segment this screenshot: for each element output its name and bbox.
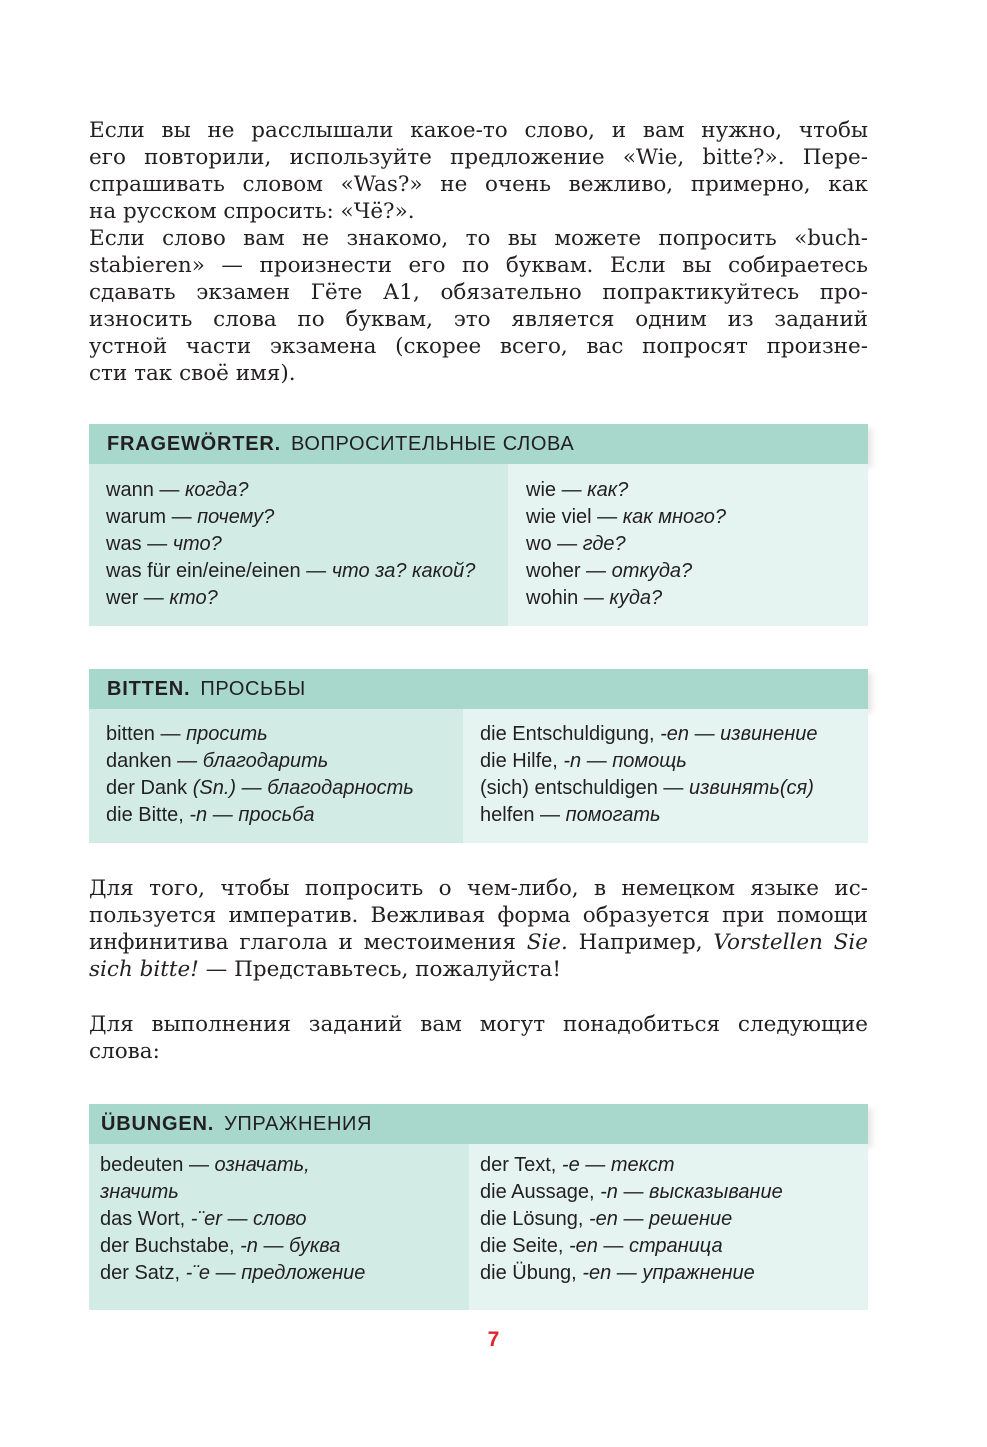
vocab-entry: der Satz, -¨e — предложение [100, 1262, 366, 1284]
vocab-entry: die Lösung, -en — решение [480, 1208, 733, 1230]
vocab-column-right [463, 709, 868, 843]
russian-translation: помогать [565, 804, 661, 826]
vocab-box-header [89, 424, 868, 464]
header-title-de: ÜBUNGEN. [101, 1112, 215, 1135]
russian-translation: буква [289, 1235, 341, 1257]
german-word: wo [526, 533, 552, 555]
vocab-column-left [89, 1144, 469, 1310]
header-title-de: FRAGEWÖRTER. [107, 432, 282, 455]
german-word: die Aussage, [480, 1181, 595, 1203]
german-word: warum [106, 506, 167, 528]
vocab-entry: bedeuten — означать, [100, 1154, 310, 1176]
header-title-ru: УПРАЖНЕНИЯ [224, 1112, 373, 1135]
vocab-entry: der Dank (Sn.) — благодарность [106, 777, 414, 799]
vocab-entry: bitten — просить [106, 723, 268, 745]
grammar-note: -en [568, 1235, 598, 1257]
russian-translation: просить [186, 723, 268, 745]
grammar-note: -en [588, 1208, 618, 1230]
grammar-note: -¨e [185, 1262, 211, 1284]
vocab-box-exercises [89, 1104, 868, 1310]
german-word: bedeuten [100, 1154, 184, 1176]
vocab-entry: der Buchstabe, -n — буква [100, 1235, 341, 1257]
german-word: bitten [106, 723, 155, 745]
russian-translation: текст [610, 1154, 675, 1176]
russian-translation: упражнение [642, 1262, 755, 1284]
russian-translation: высказывание [649, 1181, 783, 1203]
intro-paragraph [89, 117, 868, 387]
german-word: der Buchstabe, [100, 1235, 235, 1257]
grammar-note: (Sn.) [192, 777, 237, 799]
vocab-entry: danken — благодарить [106, 750, 329, 772]
russian-translation: решение [649, 1208, 733, 1230]
german-word: die Seite, [480, 1235, 564, 1257]
text-line: его повторили, используйте предложение «Wie, bitte?». Пере- [89, 145, 868, 170]
tasks-paragraph [89, 1011, 868, 1065]
vocab-entry: die Seite, -en — страница [480, 1235, 723, 1257]
vocab-entry: der Text, -e — текст [480, 1154, 675, 1176]
russian-translation: слово [253, 1208, 307, 1230]
vocab-entry: die Übung, -en — упражнение [480, 1262, 755, 1284]
russian-translation: просьба [238, 804, 315, 826]
german-word: wie viel [526, 506, 592, 528]
vocab-column-right [508, 464, 868, 626]
german-word: das Wort, [100, 1208, 186, 1230]
german-word: (sich) entschuldigen [480, 777, 658, 799]
vocab-entry: wie — как? [526, 479, 629, 501]
text-line: sich bitte! — Представьтесь, пожалуйста! [89, 957, 562, 982]
text-line: на русском спросить: «Чё?». [89, 199, 415, 224]
vocab-entry: woher — откуда? [526, 560, 693, 582]
text-line: сти так своё имя). [89, 361, 296, 386]
german-word: helfen [480, 804, 535, 826]
header-title-ru: ПРОСЬБЫ [200, 677, 306, 700]
text-line: слова: [89, 1039, 160, 1064]
russian-translation: означать, [214, 1154, 310, 1176]
grammar-note: -n [240, 1235, 258, 1257]
german-word: was für ein/eine/einen [106, 560, 301, 582]
russian-translation: почему? [197, 506, 275, 528]
vocab-box-header [89, 1104, 868, 1144]
vocab-entry [100, 1179, 469, 1206]
grammar-note: -en [582, 1262, 612, 1284]
grammar-note: -n [563, 750, 582, 772]
vocab-entry: wie viel — как много? [526, 506, 726, 528]
russian-translation: страница [628, 1235, 723, 1257]
vocab-entry: helfen — помогать [480, 804, 661, 826]
text-line: спрашивать словом «Was?» не очень вежливо, примерно, как [89, 172, 868, 197]
vocab-column-right [469, 1144, 868, 1310]
russian-translation: откуда? [611, 560, 693, 582]
russian-translation: кто? [169, 587, 218, 609]
russian-translation: как? [587, 479, 629, 501]
text-line: Для того, чтобы попросить о чем-либо, в немецком языке ис- [89, 876, 868, 901]
grammar-note: -e [561, 1154, 580, 1176]
russian-translation: как много? [622, 506, 726, 528]
german-word: die Lösung, [480, 1208, 584, 1230]
german-word: wer [106, 587, 139, 609]
vocab-box-header [89, 669, 868, 709]
grammar-note: -n [189, 804, 208, 826]
german-word: der Dank [106, 777, 188, 799]
vocab-entry: warum — почему? [106, 506, 275, 528]
vocab-entry: wohin — куда? [526, 587, 663, 609]
text-line: инфинитива глагола и местоимения Sie. Например, Vorstellen Sie [89, 930, 868, 955]
vocab-entry: was — что? [106, 533, 222, 555]
text-line: Если вы не расслышали какое-то слово, и вам нужно, чтобы [89, 118, 868, 143]
text-line: пользуется императив. Вежливая форма образуется при помощи [89, 903, 868, 928]
vocab-entry: wer — кто? [106, 587, 218, 609]
russian-translation: где? [582, 533, 626, 555]
german-word: der Satz, [100, 1262, 181, 1284]
russian-translation: предложение [241, 1262, 366, 1284]
header-title-ru: ВОПРОСИТЕЛЬНЫЕ СЛОВА [291, 432, 575, 455]
german-word: woher [526, 560, 581, 582]
text-line: Для выполнения заданий вам могут понадобиться следующие [89, 1012, 868, 1037]
text-line: устной части экзамена (скорее всего, вас попросят произне- [89, 334, 868, 359]
german-word: die Hilfe, [480, 750, 558, 772]
russian-translation: извинять(ся) [689, 777, 814, 799]
vocab-box-requests [89, 669, 868, 843]
vocab-entry: die Bitte, -n — просьба [106, 804, 315, 826]
german-word: die Bitte, [106, 804, 184, 826]
vocab-entry: die Aussage, -n — высказывание [480, 1181, 783, 1203]
page-number: 7 [487, 1328, 500, 1351]
russian-translation: извинение [720, 723, 818, 745]
russian-translation: благодарность [267, 777, 414, 799]
german-word: wie [526, 479, 557, 501]
grammar-note: -en [660, 723, 690, 745]
vocab-column-left [89, 464, 508, 626]
grammar-note: -n [600, 1181, 618, 1203]
russian-translation: когда? [184, 479, 249, 501]
vocab-column-left [89, 709, 463, 843]
vocab-entry: (sich) entschuldigen — извинять(ся) [480, 777, 814, 799]
german-word: die Entschuldigung, [480, 723, 655, 745]
russian-translation: что за? какой? [331, 560, 476, 582]
german-word: danken [106, 750, 172, 772]
russian-translation: куда? [609, 587, 663, 609]
text-line: Если слово вам не знакомо, то вы можете попросить «buch- [89, 226, 868, 251]
vocab-entry: was für ein/eine/einen — что за? какой? [106, 560, 476, 582]
german-word: der Text, [480, 1154, 557, 1176]
grammar-note: -¨er [190, 1208, 222, 1230]
german-word: die Übung, [480, 1262, 577, 1284]
vocab-entry: wo — где? [526, 533, 626, 555]
german-word: wann [106, 479, 154, 501]
german-word: was [106, 533, 142, 555]
vocab-entry: das Wort, -¨er — слово [100, 1208, 307, 1230]
vocab-box-question-words [89, 424, 868, 626]
vocab-entry: wann — когда? [106, 479, 249, 501]
header-title-de: BITTEN. [107, 677, 191, 700]
russian-translation: помощь [612, 750, 687, 772]
imperative-paragraph [89, 875, 868, 983]
text-line: износить слова по буквам, это является одним из заданий [89, 307, 868, 332]
russian-translation: благодарить [202, 750, 329, 772]
russian-translation: значить [100, 1181, 179, 1203]
russian-translation: что? [172, 533, 222, 555]
vocab-entry: die Hilfe, -n — помощь [480, 750, 687, 772]
german-word: wohin [526, 587, 579, 609]
vocab-entry: die Entschuldigung, -en — извинение [480, 723, 818, 745]
text-line: сдавать экзамен Гёте А1, обязательно попрактикуйтесь про- [89, 280, 868, 305]
text-line: stabieren» — произнести его по буквам. Если вы собираетесь [89, 253, 868, 278]
